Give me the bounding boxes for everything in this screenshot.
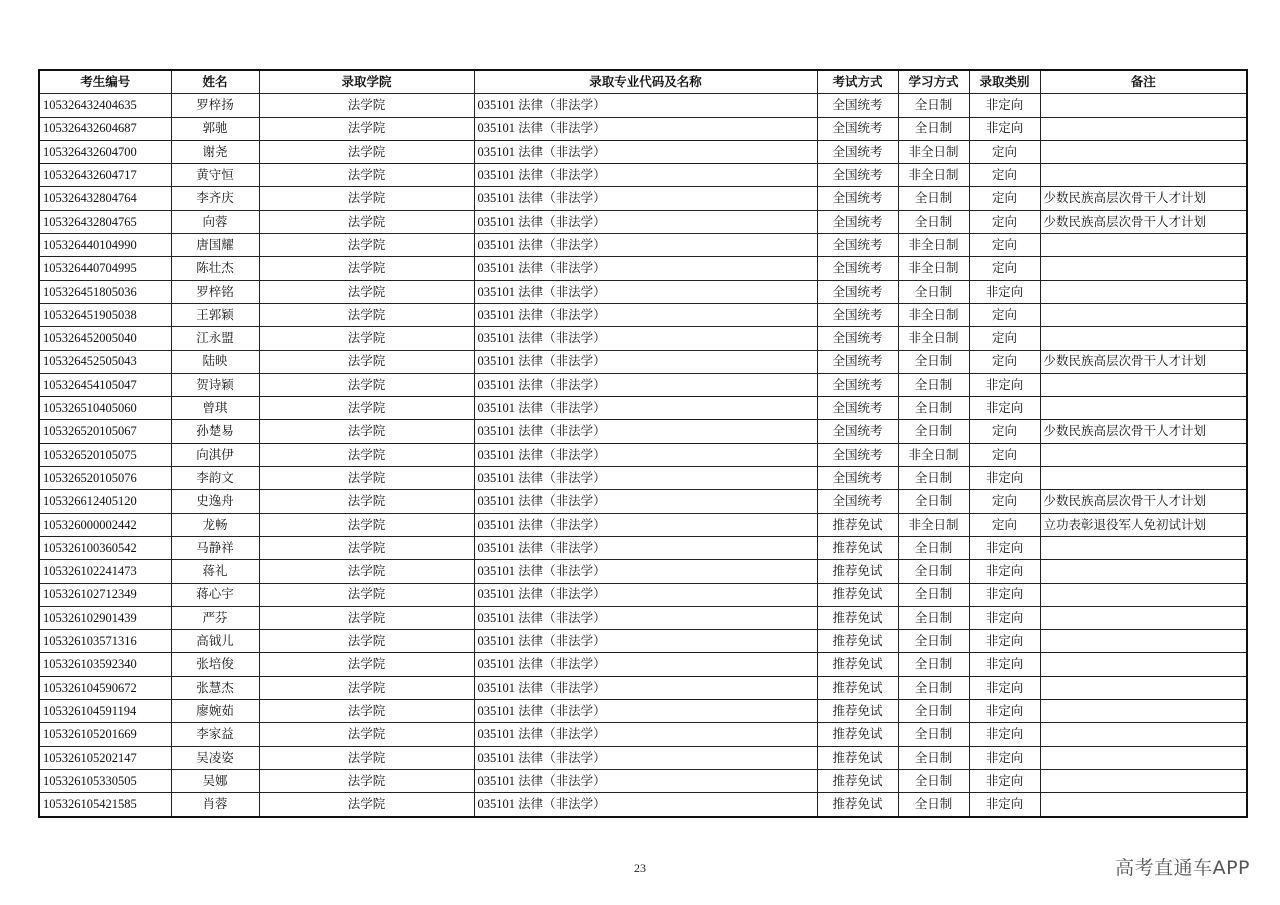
cell-name: 高钺儿	[171, 630, 259, 653]
cell-remarks	[1040, 117, 1247, 140]
cell-study-mode: 非全日制	[898, 164, 969, 187]
cell-study-mode: 非全日制	[898, 443, 969, 466]
cell-major: 035101 法律（非法学）	[474, 187, 817, 210]
header-exam-method: 考试方式	[817, 70, 898, 94]
cell-name: 孙楚易	[171, 420, 259, 443]
cell-major: 035101 法律（非法学）	[474, 653, 817, 676]
cell-remarks	[1040, 94, 1247, 117]
cell-major: 035101 法律（非法学）	[474, 234, 817, 257]
cell-remarks	[1040, 257, 1247, 280]
cell-college: 法学院	[259, 536, 474, 559]
cell-name: 严芬	[171, 606, 259, 629]
cell-study-mode: 全日制	[898, 746, 969, 769]
cell-name: 张慧杰	[171, 676, 259, 699]
cell-college: 法学院	[259, 303, 474, 326]
cell-exam-method: 全国统考	[817, 350, 898, 373]
cell-exam-method: 全国统考	[817, 117, 898, 140]
cell-college: 法学院	[259, 443, 474, 466]
cell-exam-method: 全国统考	[817, 280, 898, 303]
cell-candidate-id: 105326102241473	[39, 560, 171, 583]
cell-study-mode: 全日制	[898, 420, 969, 443]
cell-study-mode: 全日制	[898, 583, 969, 606]
cell-exam-method: 全国统考	[817, 327, 898, 350]
cell-study-mode: 全日制	[898, 560, 969, 583]
cell-admission-type: 非定向	[969, 117, 1040, 140]
cell-exam-method: 全国统考	[817, 210, 898, 233]
cell-major: 035101 法律（非法学）	[474, 164, 817, 187]
cell-exam-method: 全国统考	[817, 140, 898, 163]
cell-admission-type: 定向	[969, 327, 1040, 350]
cell-major: 035101 法律（非法学）	[474, 280, 817, 303]
table-row	[39, 303, 1247, 326]
cell-exam-method: 推荐免试	[817, 583, 898, 606]
cell-candidate-id: 105326440104990	[39, 234, 171, 257]
cell-college: 法学院	[259, 420, 474, 443]
table-row	[39, 397, 1247, 420]
cell-candidate-id: 105326432804764	[39, 187, 171, 210]
cell-college: 法学院	[259, 373, 474, 396]
cell-remarks	[1040, 536, 1247, 559]
cell-candidate-id: 105326451805036	[39, 280, 171, 303]
cell-exam-method: 推荐免试	[817, 676, 898, 699]
cell-name: 江永盟	[171, 327, 259, 350]
cell-name: 龙畅	[171, 513, 259, 536]
cell-name: 贺诗颖	[171, 373, 259, 396]
cell-candidate-id: 105326520105075	[39, 443, 171, 466]
cell-remarks	[1040, 769, 1247, 792]
cell-study-mode: 非全日制	[898, 327, 969, 350]
cell-study-mode: 全日制	[898, 210, 969, 233]
table-row	[39, 164, 1247, 187]
cell-candidate-id: 105326103592340	[39, 653, 171, 676]
cell-exam-method: 推荐免试	[817, 560, 898, 583]
table-row	[39, 583, 1247, 606]
cell-remarks: 少数民族高层次骨干人才计划	[1040, 490, 1247, 513]
cell-candidate-id: 105326452505043	[39, 350, 171, 373]
cell-candidate-id: 105326105202147	[39, 746, 171, 769]
cell-study-mode: 全日制	[898, 373, 969, 396]
table-row	[39, 793, 1247, 817]
cell-study-mode: 全日制	[898, 536, 969, 559]
table-row	[39, 676, 1247, 699]
cell-study-mode: 非全日制	[898, 140, 969, 163]
cell-major: 035101 法律（非法学）	[474, 793, 817, 817]
cell-study-mode: 非全日制	[898, 234, 969, 257]
cell-name: 曾琪	[171, 397, 259, 420]
cell-candidate-id: 105326102712349	[39, 583, 171, 606]
cell-college: 法学院	[259, 630, 474, 653]
cell-remarks	[1040, 700, 1247, 723]
cell-admission-type: 非定向	[969, 583, 1040, 606]
cell-candidate-id: 105326432604717	[39, 164, 171, 187]
cell-remarks	[1040, 397, 1247, 420]
cell-remarks	[1040, 653, 1247, 676]
cell-major: 035101 法律（非法学）	[474, 443, 817, 466]
table-row	[39, 723, 1247, 746]
cell-candidate-id: 105326432604687	[39, 117, 171, 140]
cell-college: 法学院	[259, 513, 474, 536]
cell-admission-type: 定向	[969, 513, 1040, 536]
cell-study-mode: 全日制	[898, 397, 969, 420]
cell-candidate-id: 105326105330505	[39, 769, 171, 792]
cell-candidate-id: 105326451905038	[39, 303, 171, 326]
cell-remarks: 立功表彰退役军人免初试计划	[1040, 513, 1247, 536]
cell-remarks	[1040, 630, 1247, 653]
cell-name: 谢尧	[171, 140, 259, 163]
cell-remarks	[1040, 746, 1247, 769]
cell-name: 史逸舟	[171, 490, 259, 513]
cell-college: 法学院	[259, 490, 474, 513]
cell-admission-type: 定向	[969, 210, 1040, 233]
cell-remarks	[1040, 234, 1247, 257]
cell-study-mode: 全日制	[898, 630, 969, 653]
cell-exam-method: 推荐免试	[817, 536, 898, 559]
cell-study-mode: 全日制	[898, 653, 969, 676]
cell-remarks	[1040, 560, 1247, 583]
cell-admission-type: 非定向	[969, 536, 1040, 559]
cell-major: 035101 法律（非法学）	[474, 303, 817, 326]
cell-remarks: 少数民族高层次骨干人才计划	[1040, 210, 1247, 233]
header-candidate-id: 考生编号	[39, 70, 171, 94]
cell-candidate-id: 105326000002442	[39, 513, 171, 536]
cell-major: 035101 法律（非法学）	[474, 513, 817, 536]
cell-exam-method: 全国统考	[817, 94, 898, 117]
table-row	[39, 467, 1247, 490]
cell-exam-method: 推荐免试	[817, 746, 898, 769]
cell-admission-type: 非定向	[969, 723, 1040, 746]
cell-admission-type: 非定向	[969, 373, 1040, 396]
cell-college: 法学院	[259, 560, 474, 583]
cell-exam-method: 全国统考	[817, 257, 898, 280]
cell-name: 蒋心宇	[171, 583, 259, 606]
cell-study-mode: 全日制	[898, 187, 969, 210]
cell-college: 法学院	[259, 187, 474, 210]
cell-major: 035101 法律（非法学）	[474, 94, 817, 117]
cell-admission-type: 非定向	[969, 676, 1040, 699]
cell-major: 035101 法律（非法学）	[474, 350, 817, 373]
cell-candidate-id: 105326100360542	[39, 536, 171, 559]
cell-admission-type: 非定向	[969, 467, 1040, 490]
table-row	[39, 443, 1247, 466]
admission-table	[38, 69, 1248, 818]
cell-remarks	[1040, 140, 1247, 163]
cell-college: 法学院	[259, 234, 474, 257]
cell-admission-type: 非定向	[969, 746, 1040, 769]
cell-name: 蒋礼	[171, 560, 259, 583]
cell-major: 035101 法律（非法学）	[474, 583, 817, 606]
table-row	[39, 630, 1247, 653]
cell-exam-method: 全国统考	[817, 490, 898, 513]
cell-admission-type: 定向	[969, 350, 1040, 373]
cell-college: 法学院	[259, 140, 474, 163]
table-row	[39, 700, 1247, 723]
table-row	[39, 373, 1247, 396]
cell-remarks	[1040, 723, 1247, 746]
cell-admission-type: 非定向	[969, 606, 1040, 629]
cell-remarks	[1040, 280, 1247, 303]
cell-study-mode: 全日制	[898, 94, 969, 117]
table-row	[39, 280, 1247, 303]
cell-remarks: 少数民族高层次骨干人才计划	[1040, 350, 1247, 373]
cell-admission-type: 非定向	[969, 94, 1040, 117]
cell-remarks	[1040, 793, 1247, 817]
cell-major: 035101 法律（非法学）	[474, 140, 817, 163]
cell-major: 035101 法律（非法学）	[474, 210, 817, 233]
cell-remarks	[1040, 303, 1247, 326]
cell-major: 035101 法律（非法学）	[474, 676, 817, 699]
cell-remarks	[1040, 676, 1247, 699]
cell-exam-method: 推荐免试	[817, 653, 898, 676]
cell-major: 035101 法律（非法学）	[474, 490, 817, 513]
cell-admission-type: 非定向	[969, 653, 1040, 676]
cell-exam-method: 全国统考	[817, 397, 898, 420]
cell-exam-method: 全国统考	[817, 234, 898, 257]
cell-exam-method: 全国统考	[817, 420, 898, 443]
header-college: 录取学院	[259, 70, 474, 94]
cell-study-mode: 全日制	[898, 280, 969, 303]
cell-college: 法学院	[259, 676, 474, 699]
cell-college: 法学院	[259, 606, 474, 629]
table-row	[39, 769, 1247, 792]
cell-major: 035101 法律（非法学）	[474, 467, 817, 490]
cell-name: 李家益	[171, 723, 259, 746]
cell-candidate-id: 105326520105076	[39, 467, 171, 490]
cell-name: 马静祥	[171, 536, 259, 559]
cell-name: 肖蓉	[171, 793, 259, 817]
cell-remarks: 少数民族高层次骨干人才计划	[1040, 187, 1247, 210]
page-number: 23	[634, 861, 646, 875]
cell-admission-type: 非定向	[969, 560, 1040, 583]
header-study-mode: 学习方式	[898, 70, 969, 94]
cell-name: 陆映	[171, 350, 259, 373]
cell-name: 吴娜	[171, 769, 259, 792]
cell-major: 035101 法律（非法学）	[474, 257, 817, 280]
cell-admission-type: 定向	[969, 420, 1040, 443]
table-row	[39, 653, 1247, 676]
cell-college: 法学院	[259, 327, 474, 350]
table-row	[39, 606, 1247, 629]
header-remarks: 备注	[1040, 70, 1247, 94]
cell-major: 035101 法律（非法学）	[474, 397, 817, 420]
cell-major: 035101 法律（非法学）	[474, 327, 817, 350]
cell-study-mode: 全日制	[898, 490, 969, 513]
cell-name: 向淇伊	[171, 443, 259, 466]
cell-name: 吴凌姿	[171, 746, 259, 769]
cell-study-mode: 全日制	[898, 769, 969, 792]
cell-college: 法学院	[259, 769, 474, 792]
cell-candidate-id: 105326102901439	[39, 606, 171, 629]
cell-college: 法学院	[259, 583, 474, 606]
cell-exam-method: 推荐免试	[817, 793, 898, 817]
cell-remarks	[1040, 583, 1247, 606]
cell-college: 法学院	[259, 280, 474, 303]
cell-exam-method: 全国统考	[817, 467, 898, 490]
cell-remarks	[1040, 373, 1247, 396]
cell-exam-method: 推荐免试	[817, 606, 898, 629]
cell-candidate-id: 105326452005040	[39, 327, 171, 350]
cell-candidate-id: 105326432604700	[39, 140, 171, 163]
cell-college: 法学院	[259, 467, 474, 490]
cell-major: 035101 法律（非法学）	[474, 746, 817, 769]
cell-admission-type: 定向	[969, 187, 1040, 210]
cell-admission-type: 定向	[969, 443, 1040, 466]
cell-study-mode: 全日制	[898, 700, 969, 723]
table-row	[39, 746, 1247, 769]
cell-admission-type: 定向	[969, 164, 1040, 187]
cell-study-mode: 非全日制	[898, 513, 969, 536]
cell-study-mode: 全日制	[898, 606, 969, 629]
table-row	[39, 94, 1247, 117]
cell-name: 郭驰	[171, 117, 259, 140]
table-row	[39, 117, 1247, 140]
table-row	[39, 490, 1247, 513]
cell-exam-method: 推荐免试	[817, 513, 898, 536]
cell-college: 法学院	[259, 700, 474, 723]
cell-study-mode: 全日制	[898, 350, 969, 373]
cell-admission-type: 定向	[969, 490, 1040, 513]
header-admission-type: 录取类别	[969, 70, 1040, 94]
cell-major: 035101 法律（非法学）	[474, 630, 817, 653]
cell-major: 035101 法律（非法学）	[474, 420, 817, 443]
cell-exam-method: 推荐免试	[817, 630, 898, 653]
cell-admission-type: 定向	[969, 234, 1040, 257]
cell-name: 李韵文	[171, 467, 259, 490]
cell-exam-method: 全国统考	[817, 303, 898, 326]
cell-major: 035101 法律（非法学）	[474, 723, 817, 746]
cell-exam-method: 推荐免试	[817, 723, 898, 746]
cell-study-mode: 全日制	[898, 117, 969, 140]
cell-college: 法学院	[259, 94, 474, 117]
table-row	[39, 513, 1247, 536]
cell-admission-type: 非定向	[969, 630, 1040, 653]
cell-major: 035101 法律（非法学）	[474, 769, 817, 792]
table-body	[39, 94, 1247, 817]
cell-remarks	[1040, 606, 1247, 629]
cell-college: 法学院	[259, 746, 474, 769]
cell-study-mode: 全日制	[898, 467, 969, 490]
cell-name: 王郭颖	[171, 303, 259, 326]
cell-candidate-id: 105326520105067	[39, 420, 171, 443]
cell-study-mode: 全日制	[898, 676, 969, 699]
cell-admission-type: 定向	[969, 140, 1040, 163]
cell-candidate-id: 105326103571316	[39, 630, 171, 653]
cell-exam-method: 全国统考	[817, 187, 898, 210]
cell-name: 唐国耀	[171, 234, 259, 257]
table-row	[39, 257, 1247, 280]
cell-name: 罗梓扬	[171, 94, 259, 117]
cell-exam-method: 全国统考	[817, 373, 898, 396]
cell-admission-type: 非定向	[969, 769, 1040, 792]
table-row	[39, 234, 1247, 257]
table-row	[39, 140, 1247, 163]
cell-college: 法学院	[259, 210, 474, 233]
table-row	[39, 210, 1247, 233]
cell-college: 法学院	[259, 397, 474, 420]
cell-candidate-id: 105326104590672	[39, 676, 171, 699]
cell-major: 035101 法律（非法学）	[474, 117, 817, 140]
cell-admission-type: 非定向	[969, 793, 1040, 817]
cell-name: 廖婉茹	[171, 700, 259, 723]
cell-candidate-id: 105326432404635	[39, 94, 171, 117]
cell-admission-type: 定向	[969, 303, 1040, 326]
cell-remarks	[1040, 327, 1247, 350]
table-row	[39, 350, 1247, 373]
cell-name: 向蓉	[171, 210, 259, 233]
cell-exam-method: 全国统考	[817, 443, 898, 466]
cell-name: 罗梓铭	[171, 280, 259, 303]
cell-college: 法学院	[259, 257, 474, 280]
cell-admission-type: 非定向	[969, 280, 1040, 303]
cell-remarks	[1040, 164, 1247, 187]
table-row	[39, 187, 1247, 210]
header-name: 姓名	[171, 70, 259, 94]
cell-name: 李齐庆	[171, 187, 259, 210]
cell-college: 法学院	[259, 723, 474, 746]
cell-candidate-id: 105326612405120	[39, 490, 171, 513]
cell-admission-type: 非定向	[969, 700, 1040, 723]
table-header-row	[39, 70, 1247, 94]
cell-major: 035101 法律（非法学）	[474, 606, 817, 629]
cell-remarks	[1040, 443, 1247, 466]
cell-study-mode: 非全日制	[898, 303, 969, 326]
cell-exam-method: 推荐免试	[817, 700, 898, 723]
cell-candidate-id: 105326105201669	[39, 723, 171, 746]
cell-admission-type: 非定向	[969, 397, 1040, 420]
cell-remarks	[1040, 467, 1247, 490]
cell-candidate-id: 105326440704995	[39, 257, 171, 280]
table-row	[39, 536, 1247, 559]
cell-exam-method: 推荐免试	[817, 769, 898, 792]
cell-college: 法学院	[259, 793, 474, 817]
cell-major: 035101 法律（非法学）	[474, 373, 817, 396]
cell-candidate-id: 105326454105047	[39, 373, 171, 396]
cell-study-mode: 非全日制	[898, 257, 969, 280]
cell-remarks: 少数民族高层次骨干人才计划	[1040, 420, 1247, 443]
cell-major: 035101 法律（非法学）	[474, 560, 817, 583]
cell-admission-type: 定向	[969, 257, 1040, 280]
cell-candidate-id: 105326105421585	[39, 793, 171, 817]
cell-name: 张培俊	[171, 653, 259, 676]
cell-college: 法学院	[259, 350, 474, 373]
table-row	[39, 560, 1247, 583]
cell-major: 035101 法律（非法学）	[474, 536, 817, 559]
cell-name: 黄守恒	[171, 164, 259, 187]
cell-major: 035101 法律（非法学）	[474, 700, 817, 723]
watermark: 高考直通车APP	[1115, 857, 1250, 879]
cell-candidate-id: 105326104591194	[39, 700, 171, 723]
cell-candidate-id: 105326432804765	[39, 210, 171, 233]
cell-college: 法学院	[259, 117, 474, 140]
cell-college: 法学院	[259, 164, 474, 187]
header-major: 录取专业代码及名称	[474, 70, 817, 94]
cell-name: 陈壮杰	[171, 257, 259, 280]
cell-college: 法学院	[259, 653, 474, 676]
table-row	[39, 327, 1247, 350]
cell-study-mode: 全日制	[898, 793, 969, 817]
cell-exam-method: 全国统考	[817, 164, 898, 187]
table-row	[39, 420, 1247, 443]
cell-study-mode: 全日制	[898, 723, 969, 746]
cell-candidate-id: 105326510405060	[39, 397, 171, 420]
